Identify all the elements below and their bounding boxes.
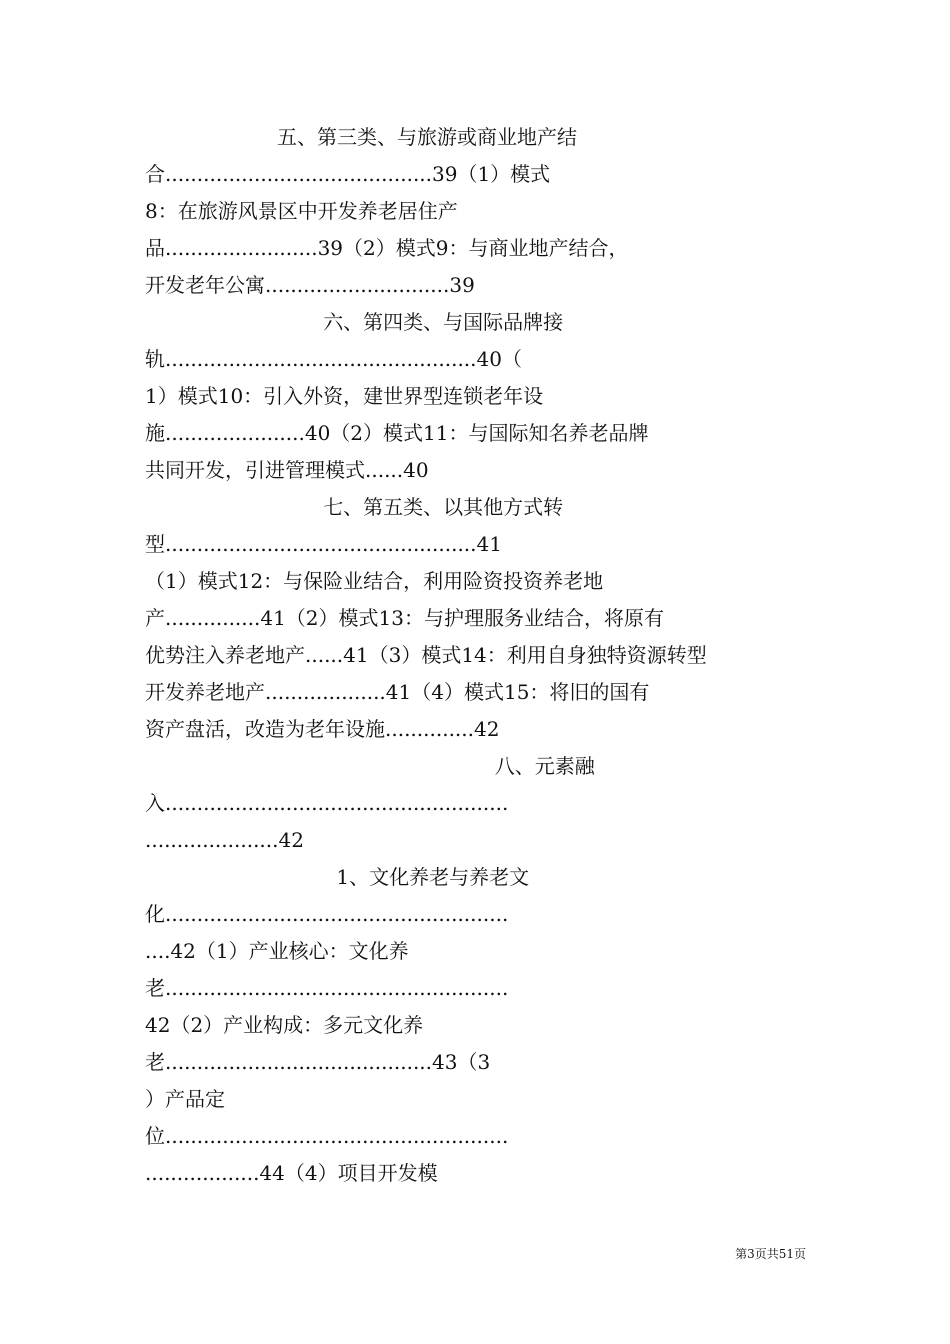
page-number: 第3页共51页 (735, 1247, 806, 1261)
toc-line: 五、第三类、与旅游或商业地产结 (277, 125, 577, 149)
toc-line: 合..........................................39（1）模式 (145, 162, 551, 186)
toc-line: （1）模式12：与保险业结合，利用险资投资养老地 (145, 569, 604, 593)
toc-line: 老...................................................... (145, 976, 509, 1000)
toc-line: 开发老年公寓.............................39 (145, 273, 475, 297)
toc-line: ....42（1）产业核心：文化养 (145, 939, 409, 963)
toc-line: 8：在旅游风景区中开发养老居住产 (145, 199, 458, 223)
toc-line: 七、第五类、以其他方式转 (323, 495, 564, 519)
toc-line: 优势注入养老地产......41（3）模式14：利用自身独特资源转型 (145, 643, 707, 667)
toc-line: 施......................40（2）模式11：与国际知名养老品牌 (145, 421, 649, 445)
toc-line: ..................44（4）项目开发模 (145, 1161, 438, 1185)
toc-line: .....................42 (145, 828, 304, 852)
toc-line: 42（2）产业构成：多元文化养 (145, 1013, 424, 1037)
toc-line: ）产品定 (145, 1087, 225, 1111)
toc-line: 化...................................................... (145, 902, 509, 926)
toc-line: 产...............41（2）模式13：与护理服务业结合，将原有 (145, 606, 664, 630)
toc-line: 1）模式10：引入外资，建世界型连锁老年设 (145, 384, 544, 408)
toc-line: 位...................................................... (145, 1124, 509, 1148)
toc-line: 型.................................................41 (145, 532, 502, 556)
toc-line: 六、第四类、与国际品牌接 (323, 310, 564, 334)
toc-line: 老..........................................43（3 (145, 1050, 491, 1074)
toc-line: 1、文化养老与养老文 (336, 865, 530, 889)
toc-line: 资产盘活，改造为老年设施..............42 (145, 717, 500, 741)
toc-line: 轨.................................................40（ (145, 347, 522, 371)
toc-line: 品........................39（2）模式9：与商业地产结合， (145, 236, 629, 260)
toc-line: 入...................................................... (145, 791, 509, 815)
table-of-contents (145, 119, 805, 1192)
toc-line: 八、元素融 (494, 754, 595, 778)
toc-line: 开发养老地产...................41（4）模式15：将旧的国有 (145, 680, 650, 704)
toc-line: 共同开发，引进管理模式......40 (145, 458, 429, 482)
